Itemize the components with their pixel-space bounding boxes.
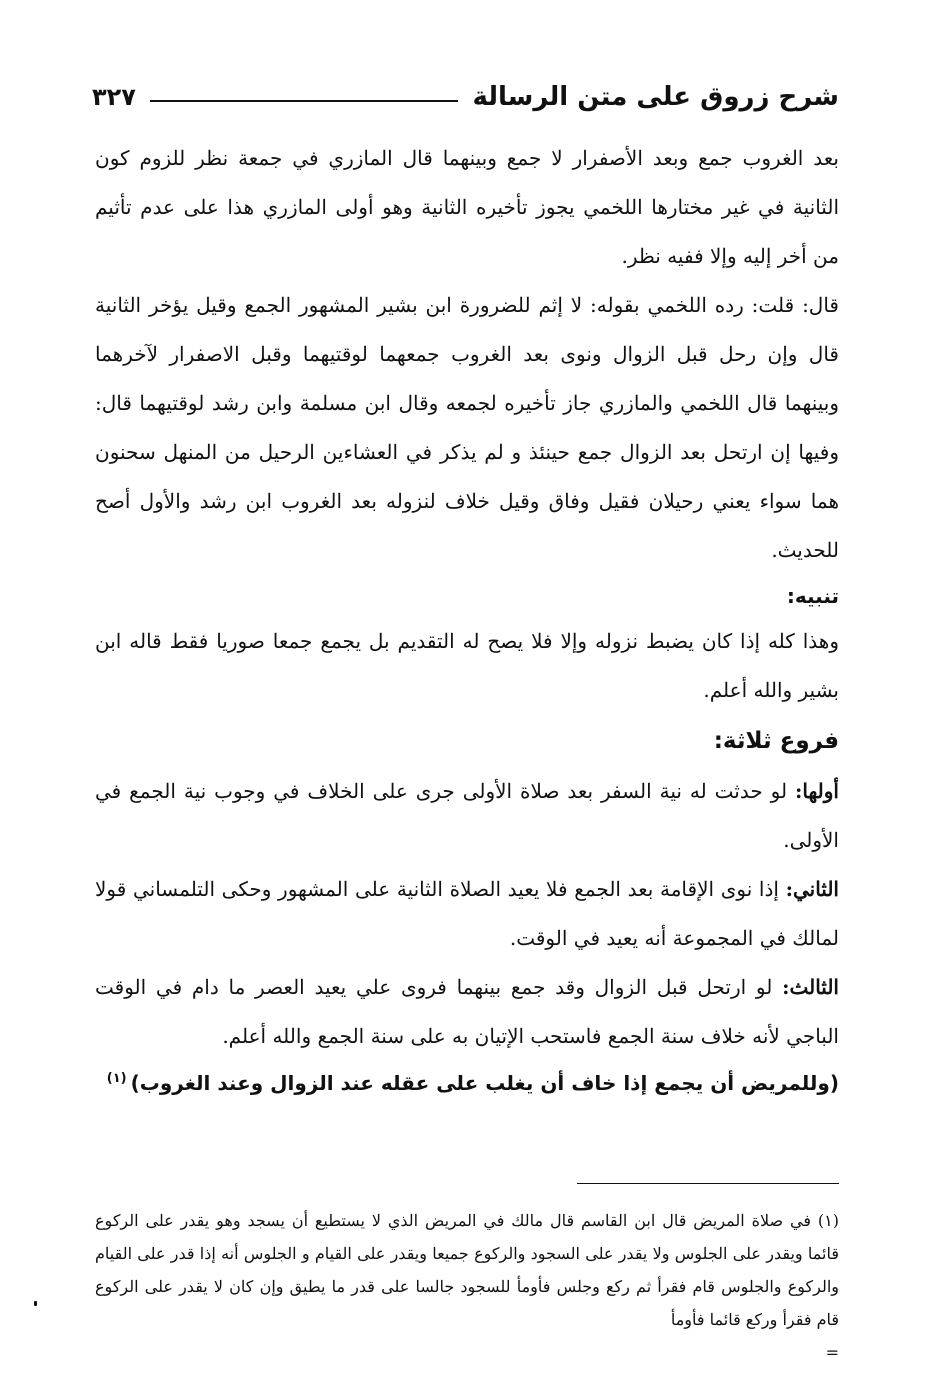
branch-label: أولها: <box>794 779 839 803</box>
section-heading-furu: فروع ثلاثة: <box>713 728 839 754</box>
paragraph: وهذا كله إذا كان يضبط نزوله وإلا فلا يصح له التقديم بل يجمع جمعا صوريا فقط قاله ابن بشير والله أعلم. <box>95 629 839 702</box>
header-rule <box>150 100 459 102</box>
section-heading-tanbih: تنبيه: <box>786 584 839 608</box>
matn-text <box>95 1061 839 1105</box>
page-number: ٣٢٧ <box>92 83 136 111</box>
page-header <box>92 72 839 122</box>
footnote-continuation-mark: = <box>825 1343 839 1362</box>
matn-quote: (وللمريض أن يجمع إذا خاف أن يغلب على عقله عند الزوال وعند الغروب) <box>130 1071 839 1095</box>
margin-mark <box>34 1301 37 1306</box>
footnote-rule <box>577 1183 839 1184</box>
branch-text: لو حدثت له نية السفر بعد صلاة الأولى جرى على الخلاف في وجوب نية الجمع في الأولى. <box>95 779 839 852</box>
branch-item-third <box>95 963 839 1061</box>
footnote-text: (١) في صلاة المريض قال ابن القاسم قال مالك في المريض الذي لا يستطيع أن يسجد وهو يقدر على الركوع قائما ويقدر على الجلوس ولا يقدر على السجود والركوع جميعا ويقدر على القيام و الجلوس أنه إذا قدر على القيام والركوع والجلوس قام فقرأ ثم ركع وجلس فأومأ للسجود جالسا على قدر ما يطيق وإن كان لا يقدر على الركوع قام فقرأ وركع قائما فأومأ <box>95 1211 840 1329</box>
footnote-marker: (١) <box>106 1071 127 1087</box>
branch-label: الثاني: <box>785 877 839 901</box>
running-title: شرح زروق على متن الرسالة <box>472 82 839 112</box>
paragraph: بعد الغروب جمع وبعد الأصفرار لا جمع وبينهما قال المازري في جمعة نظر للزوم كون الثانية في غير مختارها اللخمي يجوز تأخيره الثانية وهو أولى المازري هذا على عدم تأثيم من أخر إليه وإلا ففيه نظر. <box>95 146 839 268</box>
main-text <box>95 134 839 1105</box>
footnote <box>95 1204 839 1369</box>
branch-text: لو ارتحل قبل الزوال وقد جمع بينهما فروى علي يعيد العصر ما دام في الوقت الباجي لأنه خلاف سنة الجمع فاستحب الإتيان به على سنة الجمع والله أعلم. <box>95 975 839 1048</box>
branch-item-second <box>95 865 839 963</box>
branch-text: إذا نوى الإقامة بعد الجمع فلا يعيد الصلاة الثانية على المشهور وحكى التلمساني قولا لمالك في المجموعة أنه يعيد في الوقت. <box>95 877 839 950</box>
paragraph: قال: قلت: رده اللخمي بقوله: لا إثم للضرورة ابن بشير المشهور الجمع وقيل يؤخر الثانية قال وإن رحل قبل الزوال ونوى بعد الغروب جمعهما لوقتيهما وقبل الاصفرار لآخرهما وبينهما قال اللخمي والمازري جاز تأخيره لجمعه وقال ابن مسلمة وابن رشد لوقتيهما قال: وفيها إن ارتحل بعد الزوال جمع حينئذ و لم يذكر في العشاءين الرحيل من المنهل سحنون هما سواء يعني رحيلان فقيل وفاق وقيل خلاف لنزوله بعد الغروب ابن رشد والأول أصح للحديث. <box>95 293 839 562</box>
branch-label: الثالث: <box>782 975 839 999</box>
branch-item-first <box>95 767 839 865</box>
